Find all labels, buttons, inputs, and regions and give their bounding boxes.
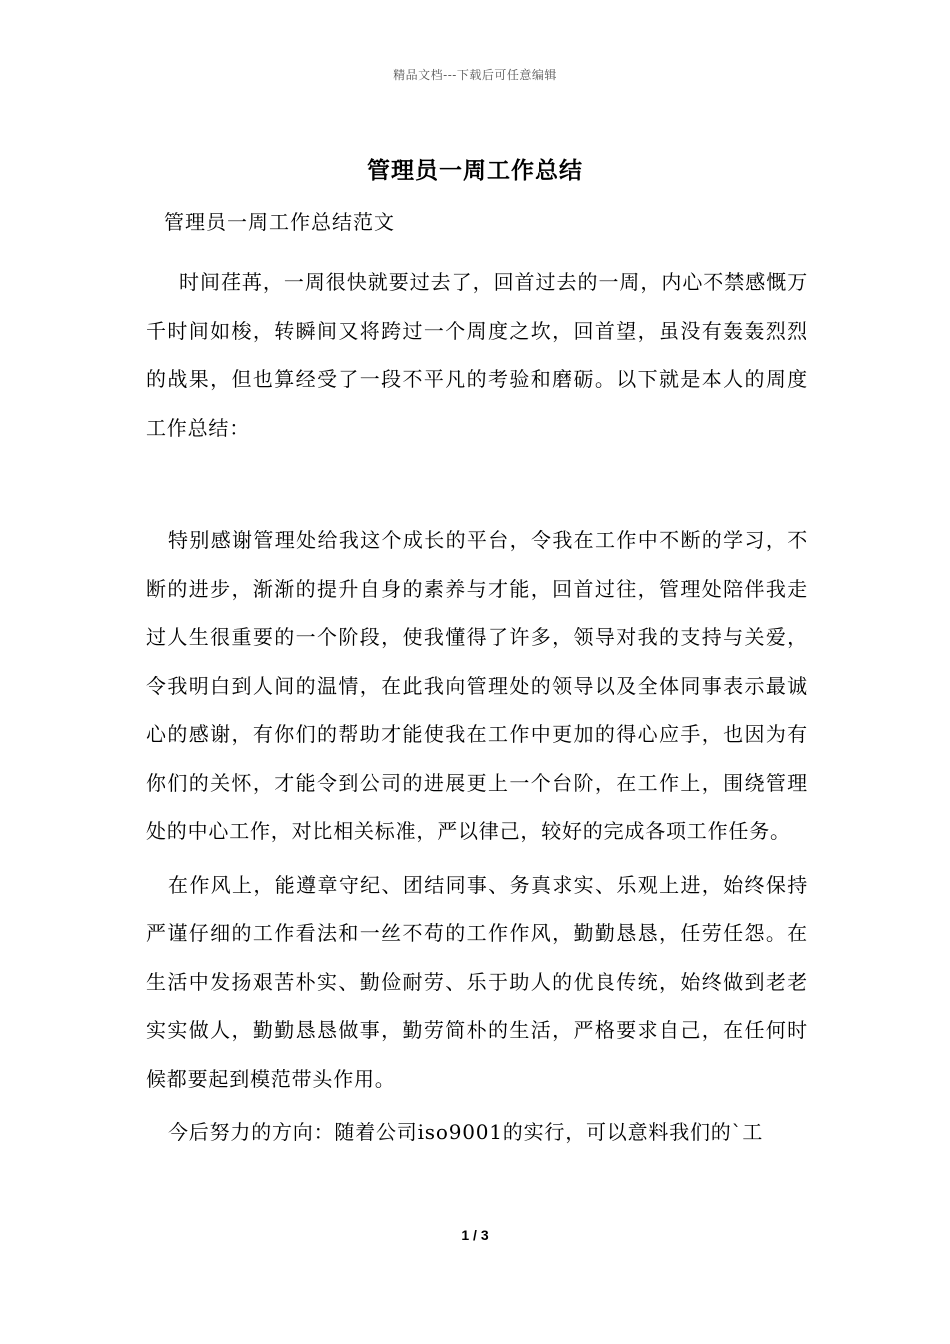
blank-line [146, 452, 808, 516]
paragraph-thanks: 特别感谢管理处给我这个成长的平台，令我在工作中不断的学习，不断的进步，渐渐的提升自身的素养与才能，回首过往，管理处陪伴我走过人生很重要的一个阶段，使我懂得了许多，领导对我的支持与关爱，令我明白到人间的温情，在此我向管理处的领导以及全体同事表示最诚心的感谢，有你们的帮助才能使我在工作中更加的得心应手，也因为有你们的关怀，才能令到公司的进展更上一个台阶，在工作上，围绕管理处的中心工作，对比相关标准，严以律己，较好的完成各项工作任务。 [146, 528, 808, 843]
paragraph-future-direction: 今后努力的方向：随着公司iso9001的实行，可以意料我们的`工 [168, 1120, 764, 1144]
document-subtitle: 管理员一周工作总结范文 [164, 210, 395, 234]
paragraph-intro: 时间荏苒，一周很快就要过去了，回首过去的一周，内心不禁感慨万千时间如梭，转瞬间又将跨过一个周度之坎，回首望，虽没有轰轰烈烈的战果，但也算经受了一段不平凡的考验和磨砺。以下就是本人的周度工作总结： [146, 270, 808, 440]
document-body [146, 208, 808, 1157]
document-title: 管理员一周工作总结 [367, 157, 583, 184]
page-header: 精品文档---下载后可任意编辑 [393, 68, 557, 82]
page-number: 1 / 3 [461, 1227, 489, 1243]
paragraph-work-style: 在作风上，能遵章守纪、团结同事、务真求实、乐观上进，始终保持严谨仔细的工作看法和一丝不苟的工作作风，勤勤恳恳，任劳任怨。在生活中发扬艰苦朴实、勤俭耐劳、乐于助人的优良传统，始终做到老老实实做人，勤勤恳恳做事，勤劳简朴的生活，严格要求自己，在任何时候都要起到模范带头作用。 [146, 872, 808, 1091]
